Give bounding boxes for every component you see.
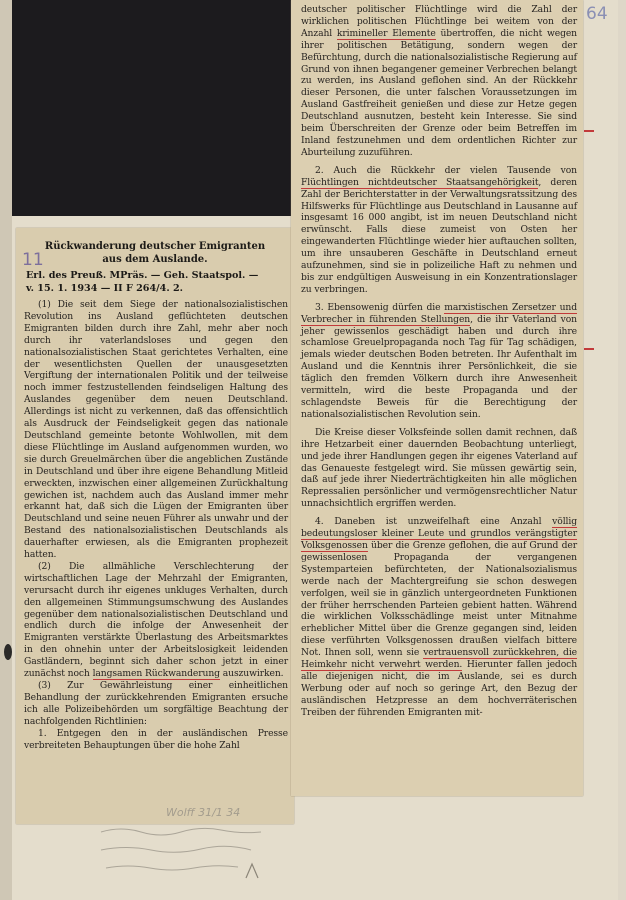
decree-reference: Erl. des Preuß. MPräs. — Geh. Staatspol. — v. 15. 1. 1934 — II F 264/4. 2. bbox=[26, 270, 259, 294]
article-title: Rückwanderung deutscher Emigranten aus dem Auslande. bbox=[44, 241, 266, 265]
guideline-1-start: 1. Entgegen den in der ausländischen Presse verbreiteten Behauptungen über die hohe Zahl bbox=[24, 727, 288, 751]
guideline-3: 3. Ebensowenig dürfen die marxistischen Zersetzer und Verbrecher in führenden Stellungen, die ihr Vaterland von jeher gewissenlos geschädigt haben und durch ihre schamlose Greuelpropaganda noch Tag für Tag schädigen, jemals wieder deutschen Boden betreten. Ihr Aufenthalt im Ausland und die Kenntnis ihrer Persönlichkeit, die sie täglich den fremden Völkern durch ihre Anwesenheit vermitteln, wird die beste Propaganda und der schlagendste Beweis für die Berechtigung der nationalsozialistischen Revolution sein. bbox=[301, 301, 577, 420]
highlighted-phrase: völlig bedeutungsloser kleiner Leute und grundlos verängstigter Volksgenossen bbox=[301, 516, 577, 551]
margin-mark: 11 bbox=[22, 250, 44, 270]
pencil-scribble bbox=[96, 820, 296, 890]
dark-background-area bbox=[12, 0, 297, 216]
guideline-3-followup: Die Kreise dieser Volksfeinde sollen damit rechnen, daß ihre Hetzarbeit einer dauernden Beobachtung unterliegt, und jede ihrer Handlungen gegen ihr eigenes Vaterland auf das Genaueste festgelegt wird. Sie müssen gewärtig sein, daß auf jede ihrer Niederträchtigkeiten hin alle möglichen Repressalien persönlicher und vermögensrechtlicher Natur unnachsichtlich ergriffen werden. bbox=[301, 426, 577, 510]
guideline-2: 2. Auch die Rückkehr der vielen Tausende von Flüchtlingen nichtdeutscher Staatsangehörigkeit, deren Zahl der Berichterstatter in der Verwaltungsratssitzung des Hilfswerks für Flüchtlinge aus Deutschland in Lausanne auf insgesamt 16 000 angibt, ist im neuen Deutschland nicht erwünscht. Falls diese zumeist von Osten her eingewanderten Flüchtlinge wieder hier auftauchen sollten, um ihre unsauberen Geschäfte in Deutschland erneut aufzunehmen, sind sie in polizeiliche Haft zu nehmen und bis zur endgültigen Ausweisung in ein Konzentrationslager zu verbringen. bbox=[301, 164, 577, 295]
paragraph-3: (3) Zur Gewährleistung einer einheitlichen Behandlung der zurückkehrenden Emigranten ersuche ich alle Polizeibehörden um sorgfältige Beachtung der nachfolgenden Richtlinien: bbox=[24, 680, 288, 727]
page-edge bbox=[0, 0, 12, 900]
highlighted-phrase: langsamen Rückwanderung bbox=[92, 668, 220, 680]
paragraph-1: (1) Die seit dem Siege der nationalsozialistischen Revolution ins Ausland geflüchteten deutschen Emigranten bilden durch ihre Zahl, mehr aber noch durch ihr vaterlandsloses und gegen den nationalsozialistischen Staat gerichtetes Verhalten, eine der wesentlichsten Quellen der unausgesetzten Vergiftung der internationalen Politik und der teilweise noch immer festzustellenden feindseligen Haltung des Auslandes gegenüber dem neuen Deutschland. Allerdings ist nicht zu verkennen, daß das offensichtlich als Ausdruck der Feindseligkeit gegen das nationale Deutschland gemeinte betonte Wohlwollen, mit dem diese Flüchtlinge im Ausland aufgenommen wurden, wo sie durch Greuelmärchen über die angeblichen Zustände in Deutschland und über ihre eigene Behandlung Mitleid erweckten, inzwischen einer allgemeinen Zurückhaltung gewichen ist, nachdem auch das Ausland immer mehr erkannt hat, daß sich die Lügen der Emigranten über Deutschland und seine neuen Führer als unwahr und der Bestand des nationalsozialistischen Deutschlands als dauerhafter erwiesen, als die Emigranten prophezeit hatten. bbox=[24, 299, 288, 561]
newspaper-clipping-right bbox=[291, 0, 583, 796]
guideline-1-continued: deutscher politischer Flüchtlinge wird die Zahl der wirklichen politischen Flüchtlinge bei weitem von der Anzahl krimineller Elemente übertroffen, die nicht wegen ihrer politischen Betätigung, sondern wegen der Befürchtung, durch die nationalsozialistische Regierung auf Grund von ihnen begangener gemeiner Verbrechen belangt zu werden, ins Ausland geflohen sind. An der Rückkehr dieser Personen, die unter falschen Voraussetzungen im Ausland Gastfreiheit genießen und diese zur Hetze gegen Deutschland ausnutzen, besteht kein Interesse. Sie sind beim Überschreiten der Grenze oder beim Betreffen im Inland festzunehmen und dem ordentlichen Richter zur Aburteilung zuzuführen. bbox=[301, 4, 578, 158]
highlighted-phrase: Flüchtlingen nichtdeutscher Staatsangehörigkeit bbox=[301, 176, 539, 188]
handwritten-pencil-note: Wolff 31/1 34 bbox=[96, 806, 296, 896]
page-number: 64 bbox=[586, 4, 608, 24]
guideline-4: 4. Daneben ist unzweifelhaft eine Anzahl völlig bedeutungsloser kleiner Leute und grundlos verängstigter Volksgenossen über die Grenze geflohen, die auf Grund der gewissenlosen Propaganda der vergangenen Systemparteien befürchteten, der Nationalsozialismus werde nach der Machtergreifung sie schon deswegen verfolgen, weil sie in gänzlich untergeordneten Funktionen der früher herrschenden Parteien gebient hatten. Während die wirklichen Volksschädlinge meist unter Mitnahme erheblicher Mittel über die Grenze gegangen sind, leiden diese verführten Volksgenossen draußen vielfach bittere Not. Ihnen soll, wenn sie vertrauensvoll zurückkehren, die Heimkehr nicht verwehrt werden. Hierunter fallen jedoch alle diejenigen nicht, die im Auslande, sei es durch Werbung oder auf noch so geringe Art, den Bezug der ausländischen Hetzpresse an dem hochverräterischen Treiben der führenden Emigranten mit- bbox=[301, 516, 578, 718]
punch-hole bbox=[4, 644, 12, 660]
highlighted-phrase: krimineller Elemente bbox=[336, 27, 436, 39]
highlighted-phrase: marxistischen Zersetzer und Verbrecher in führenden Stellungen bbox=[301, 301, 577, 325]
highlighted-phrase: vertrauensvoll zurückkehren, die Heimkehr nicht verwehrt werden. bbox=[301, 647, 578, 671]
paragraph-2: (2) Die allmähliche Verschlechterung der wirtschaftlichen Lage der Mehrzahl der Emigranten, verursacht durch ihr eigenes unkluges Verhalten, durch den allgemeinen Stimmungsumschwung des Auslandes gegenüber dem nationalsozialistischen Deutschland und endlich durch die infolge der Anwesenheit der Emigranten verstärkte Überlastung des Arbeitsmarktes in den ohnehin unter der Arbeitslosigkeit leidenden Gastländern, beginnt sich daher schon jetzt in einer zunächst noch langsamen Rückwanderung auszuwirken. bbox=[24, 560, 288, 680]
newspaper-clipping-left bbox=[16, 228, 294, 824]
red-margin-mark bbox=[584, 130, 594, 132]
red-margin-mark bbox=[584, 348, 594, 350]
